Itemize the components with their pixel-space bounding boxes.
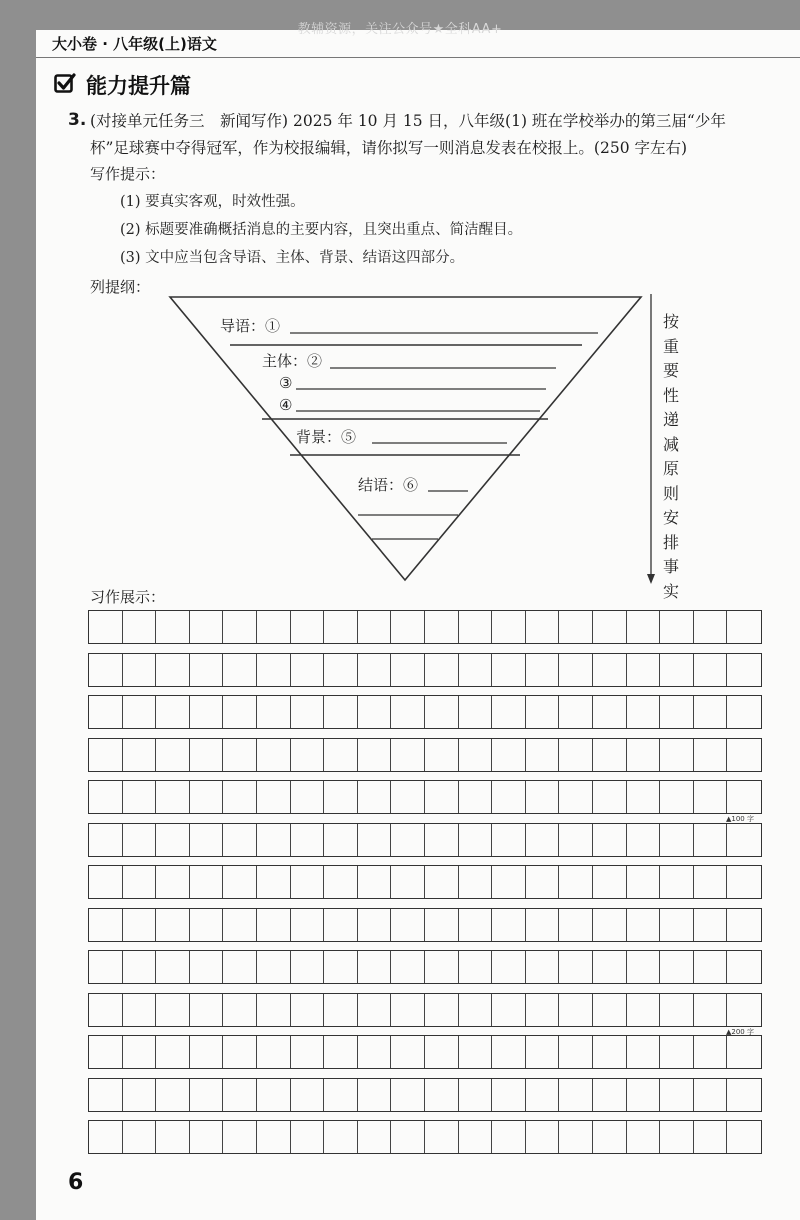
writing-grid-cell[interactable] (526, 1121, 560, 1153)
writing-grid-cell[interactable] (425, 824, 459, 856)
writing-grid-cell[interactable] (190, 951, 224, 983)
writing-grid-row (88, 780, 762, 814)
outline-label: 列提纲： (90, 278, 151, 296)
writing-grid-cell[interactable] (291, 781, 325, 813)
writing-grid-cell[interactable] (694, 654, 728, 686)
writing-grid-cell[interactable] (559, 781, 593, 813)
writing-grid-cell[interactable] (156, 994, 190, 1026)
writing-grid-cell[interactable] (593, 1036, 627, 1068)
writing-grid-row (88, 1078, 762, 1112)
writing-grid-cell[interactable] (593, 824, 627, 856)
writing-grid-cell[interactable] (593, 1121, 627, 1153)
writing-grid-row (88, 950, 762, 984)
outline-body-4-label: ④ (279, 396, 293, 414)
writing-grid-cell[interactable] (627, 611, 661, 643)
writing-grid-cell[interactable] (291, 1079, 325, 1111)
writing-grid-cell[interactable] (156, 781, 190, 813)
writing-grid-cell[interactable] (291, 654, 325, 686)
writing-grid-cell[interactable] (223, 951, 257, 983)
writing-grid-cell[interactable] (593, 951, 627, 983)
writing-grid-cell[interactable] (89, 994, 123, 1026)
writing-grid-cell[interactable] (156, 951, 190, 983)
outline-ending-label: 结语：⑥ (358, 476, 419, 494)
writing-grid-cell[interactable] (627, 1036, 661, 1068)
outline-background-label: 背景：⑤ (296, 428, 357, 446)
writing-grid-cell[interactable] (291, 611, 325, 643)
writing-grid-cell[interactable] (324, 866, 358, 898)
writing-grid-cell[interactable] (291, 994, 325, 1026)
writing-grid-cell[interactable] (559, 1036, 593, 1068)
writing-grid-cell[interactable] (559, 994, 593, 1026)
writing-grid-row (88, 610, 762, 644)
writing-grid-cell[interactable] (526, 866, 560, 898)
page-number: 6 (68, 1170, 84, 1195)
writing-grid-cell[interactable] (660, 909, 694, 941)
writing-grid-cell[interactable] (526, 994, 560, 1026)
writing-grid-cell[interactable] (492, 909, 526, 941)
writing-grid-cell[interactable] (627, 696, 661, 728)
writing-grid-cell[interactable] (694, 866, 728, 898)
writing-grid-cell[interactable] (593, 696, 627, 728)
writing-grid-cell[interactable] (660, 994, 694, 1026)
writing-grid-cell[interactable] (89, 1121, 123, 1153)
writing-grid-cell[interactable] (694, 909, 728, 941)
writing-grid-cell[interactable] (156, 739, 190, 771)
writing-grid-cell[interactable] (257, 866, 291, 898)
writing-grid-cell[interactable] (358, 1036, 392, 1068)
writing-grid-cell[interactable] (257, 696, 291, 728)
writing-grid-cell[interactable] (123, 654, 157, 686)
writing-grid-cell[interactable] (190, 1036, 224, 1068)
writing-grid-cell[interactable] (358, 951, 392, 983)
writing-grid-cell[interactable] (559, 654, 593, 686)
writing-grid-cell[interactable] (291, 1121, 325, 1153)
writing-grid-row (88, 653, 762, 687)
writing-grid-cell[interactable] (492, 1079, 526, 1111)
writing-tip-3: (3) 文中应当包含导语、主体、背景、结语这四部分。 (120, 250, 465, 266)
section-title: 能力提升篇 (86, 74, 191, 98)
writing-grid-cell[interactable] (727, 951, 761, 983)
writing-grid-cell[interactable] (425, 1036, 459, 1068)
writing-grid-cell[interactable] (559, 866, 593, 898)
writing-grid-cell[interactable] (694, 739, 728, 771)
writing-grid-cell[interactable] (459, 1079, 493, 1111)
writing-grid-cell[interactable] (190, 1079, 224, 1111)
writing-grid-cell[interactable] (324, 994, 358, 1026)
writing-grid-cell[interactable] (627, 866, 661, 898)
writing-grid-cell[interactable] (425, 654, 459, 686)
outline-body-3-label: ③ (279, 374, 293, 392)
writing-grid-cell[interactable] (156, 696, 190, 728)
writing-grid-cell[interactable] (223, 1121, 257, 1153)
writing-grid-cell[interactable] (223, 611, 257, 643)
writing-grid-cell[interactable] (190, 909, 224, 941)
writing-grid-cell[interactable] (324, 909, 358, 941)
writing-grid-cell[interactable] (660, 951, 694, 983)
writing-grid-cell[interactable] (593, 994, 627, 1026)
writing-grid-cell[interactable] (257, 994, 291, 1026)
writing-grid-row (88, 695, 762, 729)
writing-grid-cell[interactable] (526, 1036, 560, 1068)
writing-grid-cell[interactable] (257, 739, 291, 771)
writing-grid-cell[interactable] (727, 994, 761, 1026)
writing-grid-cell[interactable] (660, 1036, 694, 1068)
writing-grid-row (88, 1120, 762, 1154)
writing-grid-cell[interactable] (492, 611, 526, 643)
writing-grid-cell[interactable] (190, 866, 224, 898)
writing-grid-cell[interactable] (526, 1079, 560, 1111)
writing-grid-cell[interactable] (425, 611, 459, 643)
writing-grid-cell[interactable] (459, 611, 493, 643)
writing-grid-cell[interactable] (559, 909, 593, 941)
writing-grid-cell[interactable] (324, 696, 358, 728)
writing-grid-cell[interactable] (727, 611, 761, 643)
writing-grid-cell[interactable] (727, 739, 761, 771)
writing-grid-cell[interactable] (727, 824, 761, 856)
writing-grid-cell[interactable] (391, 1079, 425, 1111)
writing-grid-cell[interactable] (223, 781, 257, 813)
writing-grid-cell[interactable] (559, 611, 593, 643)
writing-grid-cell[interactable] (459, 1121, 493, 1153)
writing-grid-cell[interactable] (324, 1079, 358, 1111)
writing-grid-cell[interactable] (492, 824, 526, 856)
writing-grid-cell[interactable] (156, 909, 190, 941)
writing-grid-cell[interactable] (391, 739, 425, 771)
writing-grid-cell[interactable] (223, 1036, 257, 1068)
writing-grid-cell[interactable] (223, 866, 257, 898)
writing-grid-cell[interactable] (324, 654, 358, 686)
writing-grid-cell[interactable] (526, 909, 560, 941)
writing-grid-cell[interactable] (89, 781, 123, 813)
writing-grid-cell[interactable] (425, 696, 459, 728)
writing-grid-cell[interactable] (358, 1121, 392, 1153)
writing-grid-cell[interactable] (660, 781, 694, 813)
writing-grid-cell[interactable] (459, 824, 493, 856)
writing-grid-cell[interactable] (324, 781, 358, 813)
writing-grid-cell[interactable] (492, 781, 526, 813)
writing-grid-cell[interactable] (425, 1121, 459, 1153)
outline-lead-label: 导语：① (220, 317, 281, 335)
writing-grid-cell[interactable] (156, 866, 190, 898)
writing-grid-cell[interactable] (358, 909, 392, 941)
writing-grid-cell[interactable] (492, 654, 526, 686)
writing-grid-cell[interactable] (89, 654, 123, 686)
writing-grid-cell[interactable] (660, 696, 694, 728)
writing-grid-cell[interactable] (694, 781, 728, 813)
writing-grid-cell[interactable] (627, 824, 661, 856)
writing-grid-cell[interactable] (492, 1121, 526, 1153)
writing-grid-cell[interactable] (559, 739, 593, 771)
writing-grid-cell[interactable] (123, 739, 157, 771)
writing-grid-cell[interactable] (257, 1036, 291, 1068)
writing-grid-cell[interactable] (156, 654, 190, 686)
writing-grid-cell[interactable] (694, 994, 728, 1026)
writing-grid-cell[interactable] (559, 696, 593, 728)
writing-grid-cell[interactable] (593, 739, 627, 771)
writing-grid-cell[interactable] (425, 1079, 459, 1111)
writing-grid-cell[interactable] (291, 824, 325, 856)
writing-grid-cell[interactable] (660, 1121, 694, 1153)
writing-grid-cell[interactable] (727, 1121, 761, 1153)
writing-grid-cell[interactable] (593, 866, 627, 898)
writing-grid-cell[interactable] (727, 781, 761, 813)
writing-grid-cell[interactable] (459, 1036, 493, 1068)
header-title: 大小卷 · 八年级(上)语文 (52, 35, 217, 53)
writing-grid-cell[interactable] (627, 781, 661, 813)
writing-grid-cell[interactable] (459, 994, 493, 1026)
writing-grid-cell[interactable] (425, 781, 459, 813)
writing-grid-cell[interactable] (358, 696, 392, 728)
pyramid-outline (170, 297, 641, 580)
writing-grid-cell[interactable] (358, 611, 392, 643)
writing-grid-cell[interactable] (459, 951, 493, 983)
writing-grid-cell[interactable] (291, 866, 325, 898)
writing-grid-cell[interactable] (727, 1036, 761, 1068)
writing-grid-cell[interactable] (559, 1121, 593, 1153)
writing-grid-cell[interactable] (627, 909, 661, 941)
writing-grid-cell[interactable] (291, 1036, 325, 1068)
writing-grid-cell[interactable] (223, 654, 257, 686)
writing-grid-row (88, 823, 762, 857)
writing-grid-cell[interactable] (727, 696, 761, 728)
writing-grid-row (88, 738, 762, 772)
writing-grid-cell[interactable] (89, 1079, 123, 1111)
writing-grid-cell[interactable] (694, 696, 728, 728)
writing-grid-cell[interactable] (156, 611, 190, 643)
writing-grid-cell[interactable] (89, 866, 123, 898)
writing-grid-cell[interactable] (358, 994, 392, 1026)
writing-grid-cell[interactable] (223, 824, 257, 856)
writing-grid-cell[interactable] (190, 994, 224, 1026)
writing-grid-cell[interactable] (694, 611, 728, 643)
writing-grid-cell[interactable] (358, 739, 392, 771)
writing-grid-cell[interactable] (593, 654, 627, 686)
writing-grid-cell[interactable] (559, 951, 593, 983)
writing-grid-cell[interactable] (190, 739, 224, 771)
writing-grid-cell[interactable] (123, 1079, 157, 1111)
writing-grid-cell[interactable] (89, 611, 123, 643)
writing-grid-cell[interactable] (492, 866, 526, 898)
writing-grid-cell[interactable] (190, 696, 224, 728)
writing-grid-cell[interactable] (190, 781, 224, 813)
writing-grid-cell[interactable] (391, 696, 425, 728)
writing-grid-cell[interactable] (627, 1079, 661, 1111)
writing-grid-cell[interactable] (391, 951, 425, 983)
writing-grid-cell[interactable] (391, 781, 425, 813)
writing-grid-cell[interactable] (492, 696, 526, 728)
writing-grid-cell[interactable] (123, 696, 157, 728)
writing-grid-cell[interactable] (459, 866, 493, 898)
writing-grid-cell[interactable] (89, 696, 123, 728)
writing-grid-cell[interactable] (257, 824, 291, 856)
writing-grid-row (88, 865, 762, 899)
writing-grid-cell[interactable] (291, 951, 325, 983)
writing-grid-cell[interactable] (459, 909, 493, 941)
writing-grid-cell[interactable] (526, 654, 560, 686)
watermark-text: 教辅资源，关注公众号★全科AA+ (297, 22, 503, 37)
word-count-marker-200: ▲200 字 (726, 1028, 754, 1036)
writing-grid-cell[interactable] (324, 1036, 358, 1068)
writing-grid-cell[interactable] (425, 909, 459, 941)
writing-grid-cell[interactable] (492, 739, 526, 771)
writing-grid-cell[interactable] (526, 951, 560, 983)
writing-grid-cell[interactable] (291, 696, 325, 728)
writing-grid-cell[interactable] (627, 739, 661, 771)
writing-grid-row (88, 908, 762, 942)
writing-grid-cell[interactable] (627, 951, 661, 983)
writing-grid-cell[interactable] (324, 1121, 358, 1153)
writing-grid-cell[interactable] (660, 654, 694, 686)
writing-grid-cell[interactable] (257, 781, 291, 813)
question-number: 3. (68, 110, 87, 130)
question-line-1: (对接单元任务三 新闻写作) 2025 年 10 月 15 日，八年级(1) 班在学校举办的第三届“少年 (90, 112, 726, 130)
writing-grid-cell[interactable] (89, 1036, 123, 1068)
writing-grid-cell[interactable] (459, 696, 493, 728)
writing-grid-cell[interactable] (459, 739, 493, 771)
writing-grid-cell[interactable] (526, 611, 560, 643)
writing-grid-cell[interactable] (257, 1121, 291, 1153)
writing-grid-cell[interactable] (123, 611, 157, 643)
writing-grid-cell[interactable] (123, 994, 157, 1026)
writing-grid-cell[interactable] (391, 994, 425, 1026)
writing-grid-cell[interactable] (391, 654, 425, 686)
writing-grid-cell[interactable] (156, 1121, 190, 1153)
writing-grid-row (88, 993, 762, 1027)
writing-grid-cell[interactable] (257, 951, 291, 983)
writing-tips-label: 写作提示： (90, 165, 166, 183)
writing-grid-cell[interactable] (492, 951, 526, 983)
writing-grid-cell[interactable] (257, 654, 291, 686)
writing-grid-cell[interactable] (694, 824, 728, 856)
writing-grid-cell[interactable] (627, 994, 661, 1026)
writing-grid-cell[interactable] (526, 739, 560, 771)
writing-grid-cell[interactable] (391, 611, 425, 643)
down-arrow-icon (647, 294, 655, 584)
writing-grid-cell[interactable] (526, 824, 560, 856)
writing-grid-cell[interactable] (223, 739, 257, 771)
writing-grid-cell[interactable] (660, 866, 694, 898)
writing-grid-cell[interactable] (627, 1121, 661, 1153)
writing-grid-cell[interactable] (391, 824, 425, 856)
writing-grid-cell[interactable] (156, 824, 190, 856)
outline-body-label: 主体：② (262, 352, 323, 370)
writing-grid-cell[interactable] (123, 951, 157, 983)
writing-grid-cell[interactable] (223, 696, 257, 728)
writing-grid-cell[interactable] (324, 951, 358, 983)
writing-grid-cell[interactable] (358, 866, 392, 898)
writing-grid-cell[interactable] (190, 654, 224, 686)
writing-grid-cell[interactable] (324, 611, 358, 643)
writing-grid-cell[interactable] (694, 1036, 728, 1068)
writing-grid-cell[interactable] (291, 739, 325, 771)
writing-grid-cell[interactable] (459, 781, 493, 813)
writing-grid-cell[interactable] (257, 909, 291, 941)
writing-grid-cell[interactable] (358, 781, 392, 813)
writing-grid-cell[interactable] (425, 994, 459, 1026)
writing-grid-cell[interactable] (727, 866, 761, 898)
writing-grid-cell[interactable] (123, 1121, 157, 1153)
writing-grid-cell[interactable] (425, 739, 459, 771)
writing-grid-cell[interactable] (627, 654, 661, 686)
outline-side-note: 按重要性递减原则安排事实 (662, 312, 679, 601)
writing-grid-cell[interactable] (123, 824, 157, 856)
writing-grid-cell[interactable] (156, 1079, 190, 1111)
writing-tip-1: (1) 要真实客观，时效性强。 (120, 194, 305, 210)
writing-grid-cell[interactable] (190, 824, 224, 856)
writing-grid-cell[interactable] (492, 994, 526, 1026)
writing-grid-cell[interactable] (391, 909, 425, 941)
question-line-2: 杯”足球赛中夺得冠军，作为校报编辑，请你拟写一则消息发表在校报上。(250 字左右) (90, 139, 688, 157)
writing-grid-cell[interactable] (89, 824, 123, 856)
writing-grid-cell[interactable] (190, 1121, 224, 1153)
writing-grid-cell[interactable] (123, 1036, 157, 1068)
writing-grid-cell[interactable] (391, 1036, 425, 1068)
writing-grid-cell[interactable] (660, 824, 694, 856)
writing-grid-cell[interactable] (526, 781, 560, 813)
word-count-marker-100: ▲100 字 (726, 815, 754, 823)
writing-grid-cell[interactable] (559, 824, 593, 856)
writing-grid-cell[interactable] (593, 781, 627, 813)
writing-grid-cell[interactable] (694, 951, 728, 983)
writing-grid-cell[interactable] (425, 866, 459, 898)
writing-grid-cell[interactable] (223, 1079, 257, 1111)
writing-grid-cell[interactable] (492, 1036, 526, 1068)
writing-grid-cell[interactable] (257, 611, 291, 643)
writing-grid-cell[interactable] (694, 1079, 728, 1111)
writing-grid-cell[interactable] (89, 909, 123, 941)
writing-grid-cell[interactable] (89, 951, 123, 983)
showcase-label: 习作展示： (90, 588, 166, 606)
writing-grid-cell[interactable] (358, 824, 392, 856)
writing-grid-cell[interactable] (526, 696, 560, 728)
writing-grid-cell[interactable] (156, 1036, 190, 1068)
writing-grid-cell[interactable] (123, 909, 157, 941)
writing-grid-cell[interactable] (425, 951, 459, 983)
writing-grid-cell[interactable] (391, 1121, 425, 1153)
writing-grid-cell[interactable] (123, 781, 157, 813)
writing-grid-cell[interactable] (660, 611, 694, 643)
writing-tip-2: (2) 标题要准确概括消息的主要内容，且突出重点、简洁醒目。 (120, 222, 523, 238)
writing-grid-cell[interactable] (660, 1079, 694, 1111)
writing-grid-cell[interactable] (593, 1079, 627, 1111)
writing-grid-cell[interactable] (694, 1121, 728, 1153)
writing-grid-cell[interactable] (89, 739, 123, 771)
writing-grid-cell[interactable] (324, 824, 358, 856)
writing-grid-cell[interactable] (223, 994, 257, 1026)
writing-grid-cell[interactable] (223, 909, 257, 941)
writing-grid-cell[interactable] (593, 909, 627, 941)
writing-grid-cell[interactable] (391, 866, 425, 898)
writing-grid-cell[interactable] (190, 611, 224, 643)
writing-grid-cell[interactable] (459, 654, 493, 686)
writing-grid-row (88, 1035, 762, 1069)
writing-grid-cell[interactable] (257, 1079, 291, 1111)
writing-grid-cell[interactable] (593, 611, 627, 643)
writing-grid-cell[interactable] (727, 654, 761, 686)
writing-grid-cell[interactable] (660, 739, 694, 771)
writing-grid-cell[interactable] (727, 909, 761, 941)
writing-grid-cell[interactable] (727, 1079, 761, 1111)
writing-grid-cell[interactable] (559, 1079, 593, 1111)
writing-grid-cell[interactable] (358, 1079, 392, 1111)
writing-grid-cell[interactable] (358, 654, 392, 686)
writing-grid-cell[interactable] (324, 739, 358, 771)
writing-grid-cell[interactable] (291, 909, 325, 941)
writing-grid-cell[interactable] (123, 866, 157, 898)
